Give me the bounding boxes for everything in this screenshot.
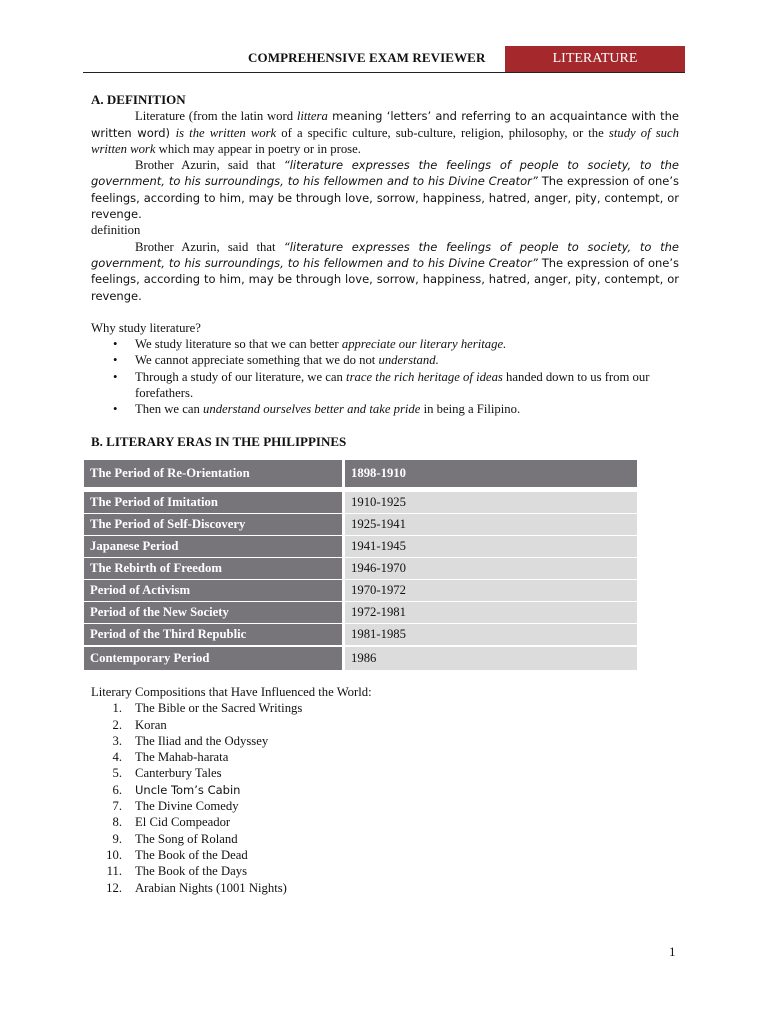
text-run-italic: study of such written work: [91, 125, 679, 156]
list-text: The Song of Roland: [135, 831, 238, 846]
era-years: 1970-1972: [344, 579, 638, 601]
text-run-italic: understand.: [378, 353, 439, 368]
list-number: 7.: [112, 799, 122, 814]
table-row: [84, 489, 637, 513]
era-years: 1972-1981: [344, 601, 638, 623]
text-run-italic: is the written work: [175, 125, 277, 140]
text-run-italic: understand ourselves better and take pride: [203, 402, 421, 417]
page-header: [83, 46, 685, 73]
text-run: in being a Filipino.: [420, 402, 521, 417]
list-text: Uncle Tom’s Cabin: [135, 782, 241, 797]
text-run: of a specific culture, sub-culture, religion, philosophy, or the: [276, 125, 609, 140]
era-years: 1898-1910: [344, 460, 638, 490]
list-text: Canterbury Tales: [135, 766, 222, 781]
text-run: The expression of one’s feelings, according to him, may be through love, sorrow, happiness, hatred, anger, pity, contempt, or revenge.: [91, 255, 679, 303]
era-years: 1910-1925: [344, 489, 638, 513]
literary-eras-table: [84, 460, 637, 670]
page-number: 1: [669, 944, 676, 959]
list-text: The Divine Comedy: [135, 799, 239, 814]
table-row: [84, 460, 637, 490]
text-run: which may appear in poetry or in prose.: [155, 141, 361, 156]
list-item: [91, 847, 679, 863]
list-item: [91, 749, 679, 765]
table-row: [84, 557, 637, 579]
list-item: [91, 863, 679, 879]
text-run: Brother Azurin, said that: [135, 239, 284, 254]
document-body: [91, 92, 679, 896]
header-subject-tag: LITERATURE: [505, 46, 685, 72]
list-item: [91, 369, 679, 402]
header-title: COMPREHENSIVE EXAM REVIEWER: [248, 50, 486, 65]
text-run: Literature (from the latin word: [135, 109, 297, 124]
list-item: [91, 401, 679, 417]
list-text: El Cid Compeador: [135, 815, 231, 830]
list-text: The Iliad and the Odyssey: [135, 733, 269, 748]
era-years: 1946-1970: [344, 557, 638, 579]
table-row: [84, 579, 637, 601]
list-text: Koran: [135, 717, 167, 732]
list-number: 12.: [106, 880, 122, 895]
definition-paragraph: [91, 108, 679, 157]
section-b-heading: B. LITERARY ERAS IN THE PHILIPPINES: [91, 433, 347, 449]
era-years: 1986: [344, 646, 638, 670]
table-row: [84, 535, 637, 557]
text-run: Brother Azurin, said that: [135, 158, 284, 173]
list-item: [91, 831, 679, 847]
list-item: [91, 733, 679, 749]
list-number: 8.: [112, 815, 122, 830]
list-number: 2.: [112, 717, 122, 732]
list-item: [91, 352, 679, 368]
compositions-heading: Literary Compositions that Have Influenced the World:: [91, 684, 372, 699]
list-number: 6.: [112, 782, 122, 797]
list-item: [91, 700, 679, 716]
era-name: Contemporary Period: [84, 646, 344, 670]
list-number: 3.: [112, 733, 122, 748]
definition-label: definition: [91, 223, 141, 238]
list-item: [91, 765, 679, 781]
list-number: 4.: [112, 750, 122, 765]
list-number: 5.: [112, 766, 122, 781]
era-name: The Period of Imitation: [84, 489, 344, 513]
era-years: 1981-1985: [344, 623, 638, 646]
era-name: The Rebirth of Freedom: [84, 557, 344, 579]
era-years: 1925-1941: [344, 513, 638, 535]
list-number: 1.: [112, 701, 122, 716]
azurin-paragraph-repeat: [91, 239, 679, 304]
text-run: We study literature so that we can better: [135, 337, 342, 352]
era-name: The Period of Self-Discovery: [84, 513, 344, 535]
text-run: meaning ‘letters’ and referring to an acquaintance with the written word): [91, 109, 680, 140]
table-row: [84, 623, 637, 646]
era-years: 1941-1945: [344, 535, 638, 557]
compositions-list: [91, 700, 679, 896]
era-name: Period of Activism: [84, 579, 344, 601]
table-row: [84, 646, 637, 670]
list-item: [91, 798, 679, 814]
list-text: The Book of the Dead: [135, 847, 248, 862]
text-run: We cannot appreciate something that we do not: [135, 353, 379, 368]
list-item: [91, 717, 679, 733]
list-text: The Bible or the Sacred Writings: [135, 701, 303, 716]
text-run-italic: trace the rich heritage of ideas: [346, 369, 503, 384]
text-run-italic: littera: [296, 109, 328, 124]
list-item: [91, 880, 679, 896]
text-run: handed down to us from our forefathers.: [135, 369, 650, 401]
list-text: The Book of the Days: [135, 864, 248, 879]
list-text: The Mahab-harata: [135, 750, 229, 765]
text-run: Then we can: [135, 402, 203, 417]
text-run: The expression of one’s feelings, according to him, may be through love, sorrow, happiness, hatred, anger, pity, contempt, or revenge.: [91, 174, 679, 222]
azurin-paragraph: [91, 157, 679, 222]
text-run-italic: appreciate our literary heritage.: [341, 337, 507, 352]
list-item: [91, 814, 679, 830]
list-item: [91, 336, 679, 352]
era-name: The Period of Re-Orientation: [84, 460, 344, 490]
why-study-list: [91, 336, 679, 417]
list-item: [91, 782, 679, 798]
list-number: 10.: [106, 847, 122, 862]
text-run: Through a study of our literature, we can: [135, 369, 347, 384]
why-study-question: Why study literature?: [91, 320, 201, 335]
list-number: 9.: [112, 831, 122, 846]
era-name: Japanese Period: [84, 535, 344, 557]
list-number: 11.: [106, 864, 122, 879]
section-a-heading: A. DEFINITION: [91, 92, 186, 107]
era-name: Period of the Third Republic: [84, 623, 344, 646]
azurin-quote: “literature expresses the feelings of people to society, to the government, to his surroundings, to his fellowmen and to his Divine Creator”: [91, 158, 680, 189]
azurin-quote: “literature expresses the feelings of people to society, to the government, to his surroundings, to his fellowmen and to his Divine Creator”: [91, 239, 680, 270]
era-name: Period of the New Society: [84, 601, 344, 623]
table-row: [84, 513, 637, 535]
table-row: [84, 601, 637, 623]
list-text: Arabian Nights (1001 Nights): [135, 880, 287, 895]
